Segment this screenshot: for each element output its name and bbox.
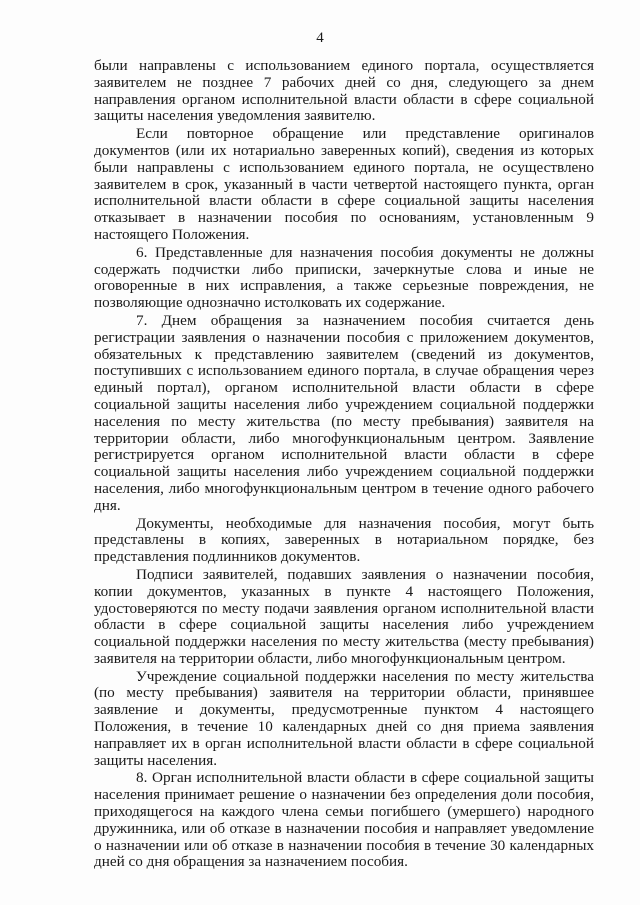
paragraph-7: Учреждение социальной поддержки населения по месту жительства (по месту пребывания) заявителя на территории области, принявшее заявление и документы, предусмотренные пунктом 4 настоящего Положения, в течение 10 календарных дней со дня приема заявления направляет их в орган исполнительной власти области в сфере социальной защиты населения. bbox=[94, 667, 594, 769]
paragraph-1: были направлены с использованием единого портала, осуществляется заявителем не позднее 7 рабочих дней со дня, следующего за днем направления органом исполнительной власти области в сфере социальной защиты населения уведомления заявителю. bbox=[94, 57, 594, 125]
paragraph-4-item-7: 7. Днем обращения за назначением пособия считается день регистрации заявления о назначении пособия с приложением документов, обязательных к представлению заявителем (сведений из документов, поступивших с использованием единого портала, в случае обращения через единый портал), органом исполнительной власти области в сфере социальной защиты населения либо учреждением социальной поддержки населения по месту жительства (по месту пребывания) заявителя на территории области, либо многофункциональным центром. Заявление регистрируется органом исполнительной власти области в сфере социальной защиты населения либо учреждением социальной поддержки населения, либо многофункциональным центром в течение одного рабочего дня. bbox=[94, 311, 594, 514]
paragraph-8-item-8: 8. Орган исполнительной власти области в сфере социальной защиты населения принимает решение о назначении без определения доли пособия, приходящегося на каждого члена семьи погибшего (умершего) народного дружинника, или об отказе в назначении пособия и направляет уведомление о назначении или об отказе в назначении пособия в течение 30 календарных дней со дня обращения за назначением пособия. bbox=[94, 769, 594, 871]
page-number: 4 bbox=[316, 30, 324, 46]
document-body bbox=[94, 58, 594, 871]
paragraph-2: Если повторное обращение или представление оригиналов документов (или их нотариально заверенных копий), сведения из которых были направлены с использованием единого портала, не осуществлено заявителем в срок, указанный в части четвертой настоящего пункта, орган исполнительной власти области в сфере социальной защиты населения отказывает в назначении пособия по основаниям, установленным 9 настоящего Положения. bbox=[94, 125, 594, 243]
paragraph-6: Подписи заявителей, подавших заявления о назначении пособия, копии документов, указанных в пункте 4 настоящего Положения, удостоверяются по месту подачи заявления органом исполнительной власти области в сфере социальной защиты населения либо учреждением социальной поддержки населения по месту жительства (месту пребывания) заявителя на территории области, либо многофункциональным центром. bbox=[94, 565, 594, 667]
paragraph-5: Документы, необходимые для назначения пособия, могут быть представлены в копиях, заверенных в нотариальном порядке, без представления подлинников документов. bbox=[94, 514, 594, 566]
paragraph-3-item-6: 6. Представленные для назначения пособия документы не должны содержать подчистки либо приписки, зачеркнутые слова и иные не оговоренные в них исправления, а также серьезные повреждения, не позволяющие однозначно истолковать их содержание. bbox=[94, 243, 594, 312]
